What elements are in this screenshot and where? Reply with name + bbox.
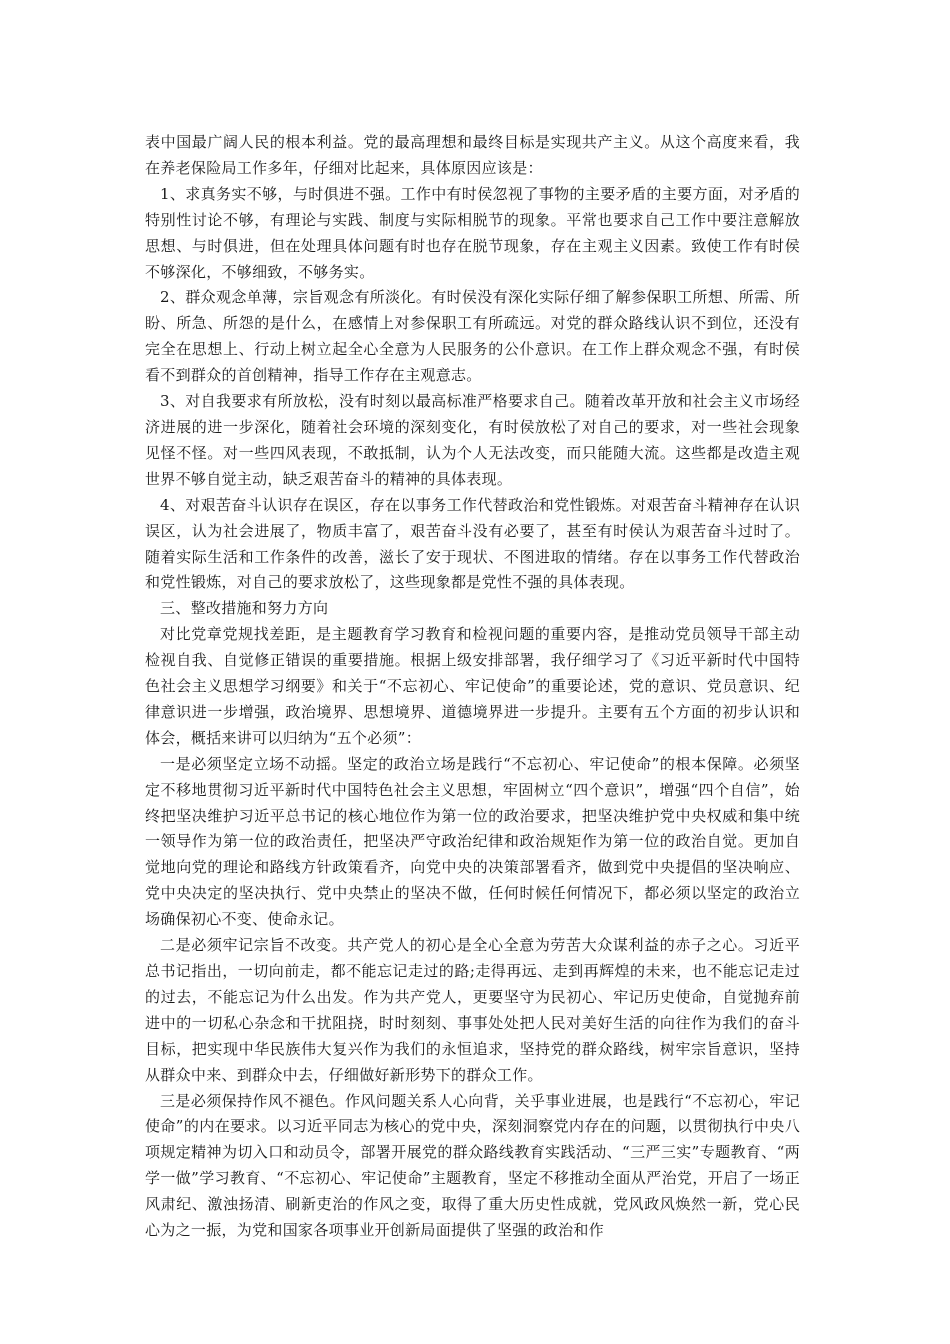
paragraph: 表中国最广阔人民的根本利益。党的最高理想和最终目标是实现共产主义。从这个高度来看，我在养老保险局工作多年，仔细对比起来，具体原因应该是：	[145, 133, 800, 177]
paragraph: 3、对自我要求有所放松，没有时刻以最高标准严格要求自己。随着改革开放和社会主义市场经济进展的进一步深化，随着社会环境的深刻变化，有时侯放松了对自己的要求，对一些社会现象见怪不怪。对一些四风表现，不敢抵制，认为个人无法改变，而只能随大流。这些都是改造主观世界不够自觉主动，缺乏艰苦奋斗的精神的具体表现。	[145, 392, 800, 488]
paragraph: 2、群众观念单薄，宗旨观念有所淡化。有时侯没有深化实际仔细了解参保职工所想、所需、所盼、所急、所怨的是什么，在感情上对参保职工有所疏远。对党的群众路线认识不到位，还没有完全在思想上、行动上树立起全心全意为人民服务的公仆意识。在工作上群众观念不强，有时侯看不到群众的首创精神，指导工作存在主观意志。	[145, 288, 800, 385]
paragraph: 三、整改措施和努力方向	[160, 599, 329, 618]
paragraph: 对比党章党规找差距，是主题教育学习教育和检视问题的重要内容，是推动党员领导干部主动检视自我、自觉修正错误的重要措施。根据上级安排部署，我仔细学习了《习近平新时代中国特色社会主义思想学习纲要》和关于“不忘初心、牢记使命”的重要论述，党的意识、党员意识、纪律意识进一步增强，政治境界、思想境界、道德境界进一步提升。主要有五个方面的初步认识和体会，概括来讲可以归纳为“五个必须”：	[145, 625, 800, 747]
document-body	[145, 130, 800, 1244]
paragraph: 一是必须坚定立场不动摇。坚定的政治立场是践行“不忘初心、牢记使命”的根本保障。必须坚定不移地贯彻习近平新时代中国特色社会主义思想，牢固树立“四个意识”，增强“四个自信”，始终把坚决维护习近平总书记的核心地位作为第一位的政治要求，把坚决维护党中央权威和集中统一领导作为第一位的政治责任，把坚决严守政治纪律和政治规矩作为第一位的政治自觉。更加自觉地向党的理论和路线方针政策看齐，向党中央的决策部署看齐，做到党中央提倡的坚决响应、党中央决定的坚决执行、党中央禁止的坚决不做，任何时候任何情况下，都必须以坚定的政治立场确保初心不变、使命永记。	[145, 754, 800, 929]
paragraph: 4、对艰苦奋斗认识存在误区，存在以事务工作代替政治和党性锻炼。对艰苦奋斗精神存在认识误区，认为社会进展了，物质丰富了，艰苦奋斗没有必要了，甚至有时侯认为艰苦奋斗过时了。随着实际生活和工作条件的改善，滋长了安于现状、不图进取的情绪。存在以事务工作代替政治和党性锻炼，对自己的要求放松了，这些现象都是党性不强的具体表现。	[145, 495, 800, 592]
paragraph: 1、求真务实不够，与时俱进不强。工作中有时侯忽视了事物的主要矛盾的主要方面，对矛盾的特别性讨论不够，有理论与实践、制度与实际相脱节的现象。平常也要求自己工作中要注意解放思想、与时俱进，但在处理具体问题有时也存在脱节现象，存在主观主义因素。致使工作有时侯不够深化，不够细致，不够务实。	[145, 184, 800, 281]
paragraph: 二是必须牢记宗旨不改变。共产党人的初心是全心全意为劳苦大众谋利益的赤子之心。习近平总书记指出，一切向前走，都不能忘记走过的路;走得再远、走到再辉煌的未来，也不能忘记走过的过去，不能忘记为什么出发。作为共产党人，更要坚守为民初心、牢记历史使命，自觉抛弃前进中的一切私心杂念和干扰阻挠，时时刻刻、事事处处把人民对美好生活的向往作为我们的奋斗目标，把实现中华民族伟大复兴作为我们的永恒追求，坚持党的群众路线，树牢宗旨意识，坚持从群众中来、到群众中去，仔细做好新形势下的群众工作。	[145, 936, 800, 1084]
paragraph: 三是必须保持作风不褪色。作风问题关系人心向背，关乎事业进展，也是践行“不忘初心，牢记使命”的内在要求。以习近平同志为核心的党中央，深刻洞察党内存在的问题，以贯彻执行中央八项规定精神为切入口和动员令，部署开展党的群众路线教育实践活动、“三严三实”专题教育、“两学一做”学习教育、“不忘初心、牢记使命”主题教育，坚定不移推动全面从严治党，开启了一场正风肃纪、激浊扬清、刷新吏治的作风之变，取得了重大历史性成就，党风政风焕然一新，党心民心为之一振，为党和国家各项事业开创新局面提供了坚强的政治和作	[145, 1091, 800, 1240]
